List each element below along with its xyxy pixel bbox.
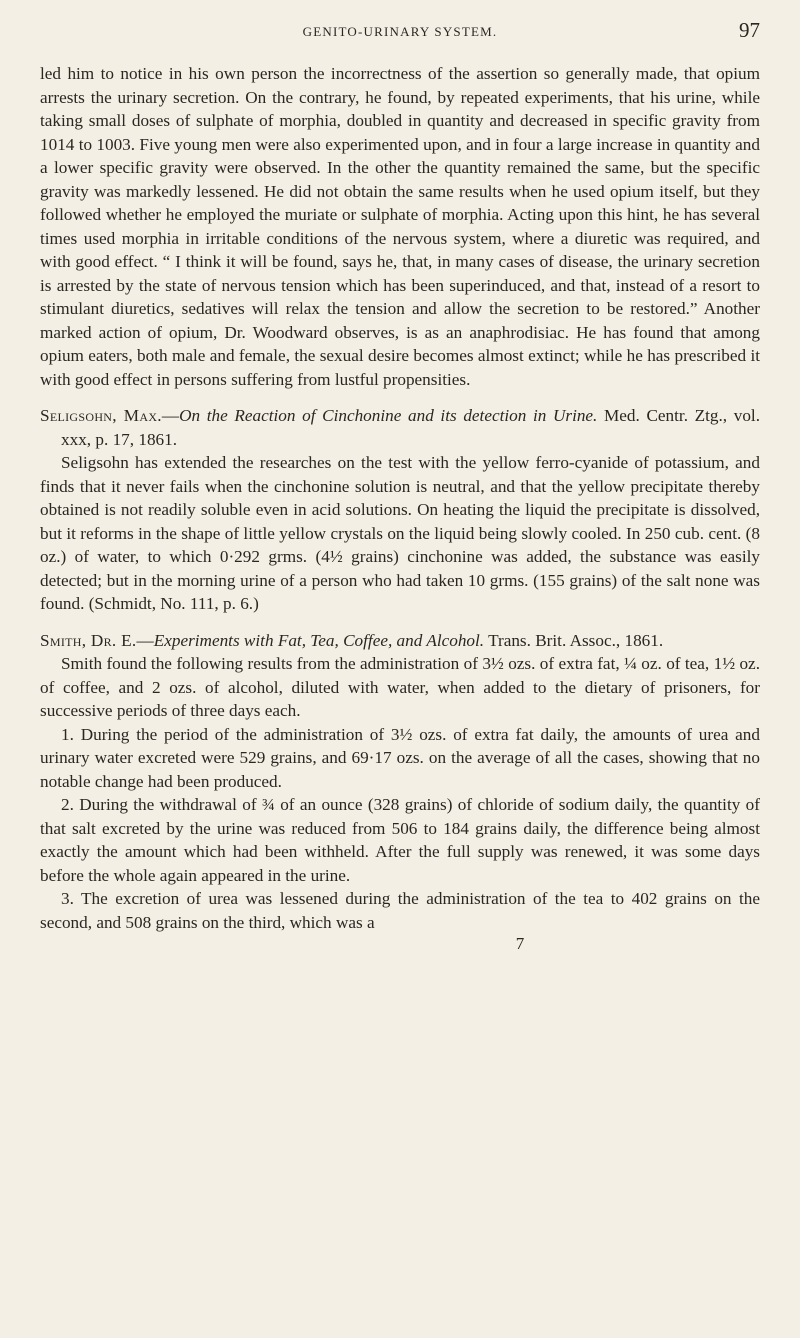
entry-heading: Smith, Dr. E.—Experiments with Fat, Tea, Coffee, and Alcohol. Trans. Brit. Assoc., 1861. (40, 630, 664, 650)
running-title: GENITO-URINARY SYSTEM. (302, 24, 498, 39)
entry-citation: Trans. Brit. Assoc., 1861. (488, 630, 664, 650)
page-number: 97 (739, 18, 760, 42)
entry-paragraph: Seligsohn has extended the researches on the test with the yellow ferro-cyanide of potassium, and finds that it never fails when the cinchonine solution is neutral, and that the yellow precipitate thereby obtained is not readily soluble even in acid solutions. On heating the liquid the precipitate is dissolved, but it reforms in the shape of little yellow crystals on the liquid being slowly cooled. In 250 cub. cent. (8 oz.) of water, to which 0·292 grms. (4½ grains) cinchonine was added, the substance was easily detected; but in the morning urine of a person who had taken 10 grms. (155 grains) of the salt none was found. (Schmidt, No. 111, p. 6.) (40, 453, 760, 613)
entry-title: Experiments with Fat, Tea, Coffee, and Alcohol. (153, 630, 485, 650)
body-text (40, 62, 760, 956)
entry-title: On the Reaction of Cinchonine and its detection in Urine. (179, 406, 598, 425)
signature-mark: 7 (515, 934, 525, 953)
entry-paragraph: 2. During the withdrawal of ¾ of an ounce (328 grains) of chloride of sodium daily, the quantity of that salt excreted by the urine was reduced from 506 to 184 grains daily, the difference being almost exactly the amount which had been withheld. After the full supply was renewed, it was some days before the whole again appeared in the urine. (40, 795, 760, 885)
document-page (40, 18, 760, 1318)
entry-paragraph: 1. During the period of the administration of 3½ ozs. of extra fat daily, the amounts of urea and urinary water excreted were 529 grains, and 69·17 ozs. on the average of all the cases, showing that no notable change had been produced. (40, 724, 760, 791)
entry-paragraph: Smith found the following results from the administration of 3½ ozs. of extra fat, ¼ oz. of tea, 1½ oz. of coffee, and 2 ozs. of alcohol, diluted with water, when added to the dietary of prisoners, for successive periods of three days each. (40, 654, 760, 720)
entry-author: Smith, Dr. E. (40, 630, 137, 650)
bibliography-entry-seligsohn (40, 404, 760, 616)
entry-heading: Seligsohn, Max.—On the Reaction of Cinchonine and its detection in Urine. Med. Centr. Ztg., vol. xxx, p. 17, 1861. (40, 406, 761, 449)
entry-author: Seligsohn, Max. (40, 406, 162, 425)
entry-paragraph: 3. The excretion of urea was lessened during the administration of the tea to 402 grains on the second, and 508 grains on the third, which was a (40, 889, 760, 932)
entry-citation: Med. Centr. Ztg., vol. xxx, p. 17, 1861. (61, 406, 761, 449)
continuation-paragraph: led him to notice in his own person the incorrectness of the assertion so generally made, that opium arrests the urinary secretion. On the contrary, he found, by repeated experiments, that his urine, while taking small doses of sulphate of morphia, doubled in quantity and decreased in specific gravity from 1014 to 1003. Five young men were also experimented upon, and in four a large increase in quantity and a lower specific gravity were observed. In the other the quantity remained the same, but the specific gravity was markedly lessened. He did not obtain the same results when he used opium itself, but they followed whether he employed the muriate or sulphate of morphia. Acting upon this hint, he has several times used morphia in irritable conditions of the nervous system, where a diuretic was required, and with good effect. “ I think it will be found, says he, that, in many cases of disease, the urinary secretion is arrested by the state of nervous tension which has been superinduced, and that, instead of a resort to stimulant diuretics, sedatives will relax the tension and allow the secretion to be restored.” Another marked action of opium, Dr. Woodward observes, is as an anaphrodisiac. He has found that among opium eaters, both male and female, the sexual desire becomes almost extinct; while he has prescribed it with good effect in persons suffering from lustful propensities. (40, 64, 760, 389)
running-head (40, 18, 760, 48)
bibliography-entry-smith (40, 629, 760, 935)
